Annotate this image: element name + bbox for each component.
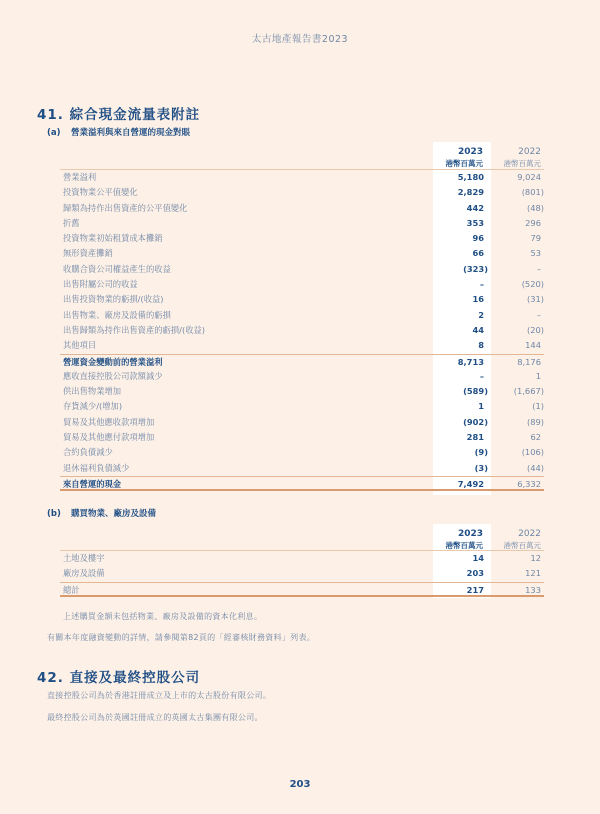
part-b-label: (b)	[47, 509, 61, 519]
table-row: 貿易及其他應收款項增加 (902) (89)	[63, 416, 544, 427]
table-row: 供出售物業增加 (589) (1,667)	[63, 386, 544, 397]
part-b-heading: 購買物業、廠房及設備	[71, 509, 157, 519]
table-row: 應收直接控股公司款額減少 – 1	[63, 370, 541, 381]
table-row: 出售物業、廠房及設備的虧損 2 –	[63, 309, 541, 320]
reconciliation-table	[60, 169, 544, 491]
financing-footnote: 有關本年度融資變動的詳情，請參閱第82頁的「經審核財務資料」列表。	[47, 633, 316, 642]
page-number: 203	[289, 779, 311, 790]
table-row: 營業溢利 5,180 9,024	[63, 172, 541, 182]
col-head-2022	[490, 147, 541, 169]
table-row: 投資物業初始租賃成本攤銷 96 79	[63, 233, 541, 244]
total-row: 來自營運的現金 7,492 6,332	[60, 476, 544, 491]
table-row: 出售歸類為持作出售資產的虧損/(收益) 44 (20)	[63, 324, 544, 335]
table-row: 折舊 353 296	[63, 217, 541, 228]
section-42-title: 42. 直接及最終控股公司	[37, 670, 201, 686]
col-unit-2022: 港幣百萬元	[503, 159, 541, 168]
part-b-title	[47, 507, 156, 519]
table-row: 存貨減少/(增加) 1 (1)	[63, 401, 544, 412]
total-row: 總計 217 133	[60, 582, 544, 597]
table-row: 收購合資公司權益產生的收益 (323) –	[63, 263, 541, 274]
table-row: 合約負債減少 (9) (106)	[63, 447, 544, 458]
table-row: 土地及樓宇 14 12	[63, 553, 541, 563]
subtotal-row: 營運資金變動前的營業溢利 8,713 8,176	[60, 354, 544, 369]
col-year-2023: 2023	[457, 147, 483, 157]
col-head-2022-b: 2022 港幣百萬元	[503, 529, 541, 550]
table-row: 出售附屬公司的收益 – (520)	[63, 279, 544, 290]
table-row: 退休福利負債減少 (3) (44)	[63, 462, 544, 473]
col-year-2022: 2022	[518, 147, 541, 157]
part-a-title	[47, 126, 190, 138]
col-head-2023	[420, 147, 483, 169]
table-row: 投資物業公平值變化 2,829 (801)	[63, 187, 544, 198]
purchase-note: 上述購買金額未包括物業、廠房及設備的資本化利息。	[63, 612, 263, 621]
part-a-heading: 營業溢利與來自營運的現金對賬	[71, 128, 191, 138]
table-row: 其他項目 8 144	[63, 340, 541, 351]
table-row: 無形資產攤銷 66 53	[63, 248, 541, 259]
col-head-2023-b: 2023 港幣百萬元	[445, 529, 483, 550]
immediate-holding-text: 直接控股公司為於香港註冊成立及上市的太古股份有限公司。	[47, 691, 272, 700]
table-row: 歸類為持作出售資產的公平值變化 442 (48)	[63, 202, 544, 213]
part-a-label: (a)	[47, 128, 61, 138]
col-unit-2023: 港幣百萬元	[445, 159, 483, 168]
ultimate-holding-text: 最終控股公司為於英國註冊成立的英國太古集團有限公司。	[47, 713, 263, 722]
report-header: 太古地產報告書2023	[251, 34, 349, 45]
table-row: 廠房及設備 203 121	[63, 568, 541, 579]
table-row: 出售投資物業的虧損/(收益) 16 (31)	[63, 294, 544, 305]
section-41-title: 41. 綜合現金流量表附註	[37, 107, 201, 123]
purchase-table	[60, 550, 544, 597]
table-row: 貿易及其他應付款項增加 281 62	[63, 432, 541, 443]
